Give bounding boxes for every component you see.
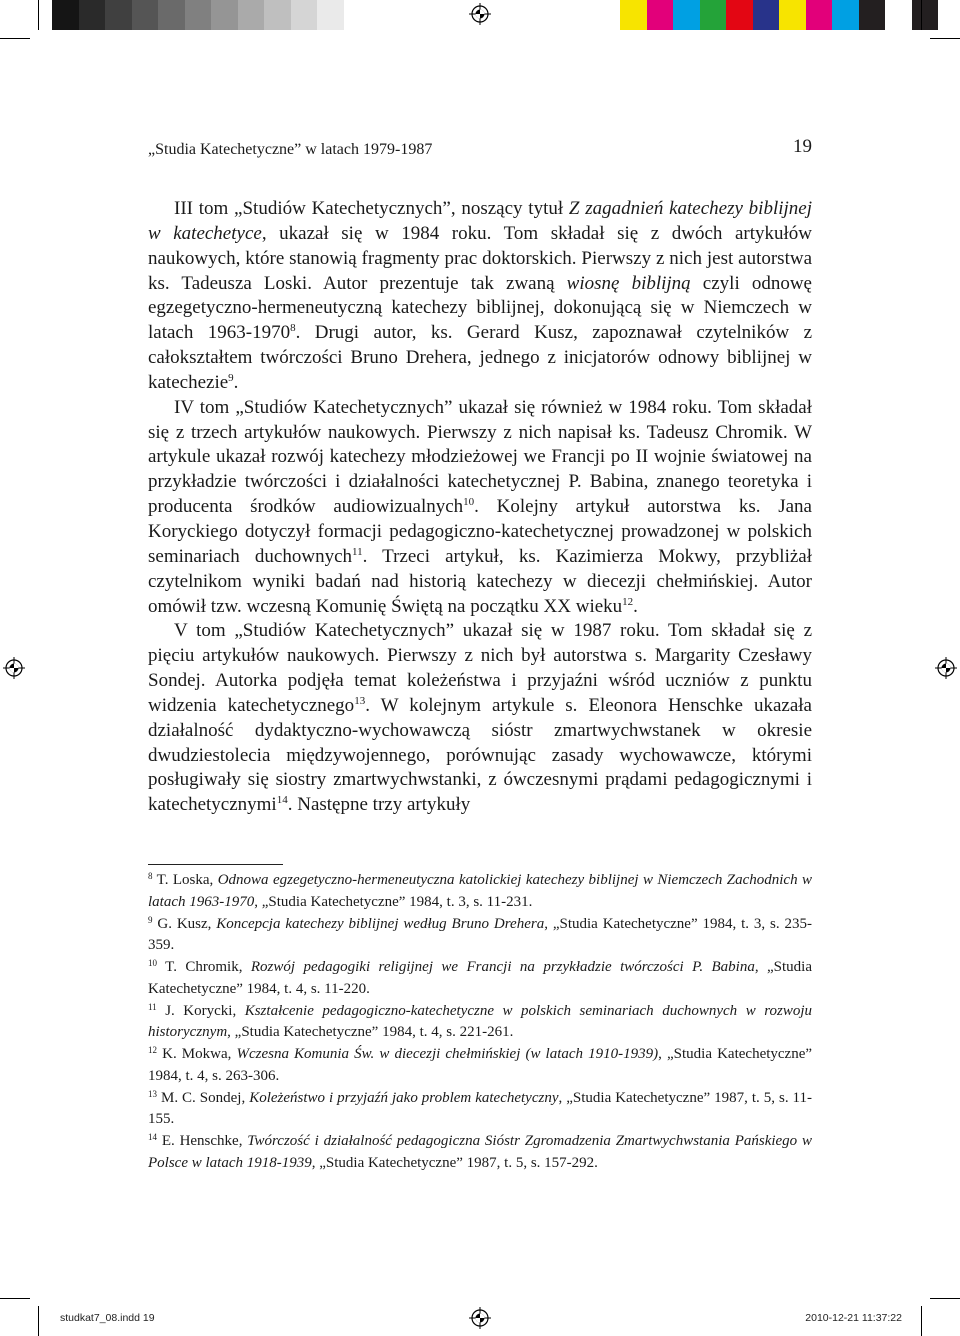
color-swatch [806, 0, 833, 30]
footnote-title: Odnowa egzegetyczno-hermeneutyczna katolickiej katechezy biblijnej w Niemczech Zachodnich w latach 1963-1970 [148, 872, 813, 910]
footnote-number: 9 [148, 914, 153, 925]
color-swatch [211, 0, 238, 30]
paragraph [148, 197, 812, 396]
color-swatch [238, 0, 265, 30]
color-swatch [673, 0, 700, 30]
registration-mark-icon [469, 3, 491, 25]
cmyk-color-bar [620, 0, 938, 30]
color-swatch [79, 0, 106, 30]
text-run: III tom „Studiów Katechetycznych”, noszący tytuł [174, 198, 569, 219]
footnote-source: , „Studia Katechetyczne” 1984, t. 4, s. 11-220. [148, 959, 813, 997]
color-swatch [291, 0, 318, 30]
running-header [148, 138, 812, 162]
crop-mark [38, 1306, 39, 1336]
text-run: . W kolejnym artykule s. Eleonora Henschke ukazała działalność dydaktyczno-wychowawczą sióstr zmartwychwstanek w okresie dwudziestolecia międzywojennego, porównując zasady wychowawcze, którymi posługiwały się siostry zmartwychwstanki, z ówczesnymi prądami pedagogicznymi i katechetycznymi [148, 694, 812, 816]
footnote-number: 8 [148, 871, 153, 881]
slug-filename: studkat7_08.indd 19 [60, 1312, 155, 1324]
color-swatch [779, 0, 806, 30]
footnote-author: J. Korycki, [165, 1002, 245, 1019]
italic-term: wiosnę biblijną [566, 272, 691, 294]
grayscale-color-bar [52, 0, 344, 30]
footnote-author: T. Loska, [156, 872, 218, 888]
text-run: . Następne trzy artykuły [287, 794, 471, 816]
color-swatch [620, 0, 647, 30]
color-swatch [753, 0, 780, 30]
footnote [148, 1044, 812, 1087]
text-run: . [633, 595, 638, 617]
footnote-number: 12 [148, 1045, 157, 1055]
crop-mark [921, 1306, 922, 1336]
footnote-author: E. Henschke, [161, 1133, 248, 1149]
footnote [148, 1088, 812, 1131]
text-run: , ukazał się w 1984 roku. Tom składał się z dwóch artykułów naukowych, które stanowią fragmenty prac doktorskich. Pierwszy z nich jest autorstwa ks. Tadeusza Loski. Autor prezentuje tak zwaną [148, 222, 812, 294]
footnote-title: Koleżeństwo i przyjaźń jako problem katechetyczny [249, 1089, 559, 1106]
footnote-source: , „Studia Katechetyczne” 1984, t. 4, s. 263-306. [148, 1046, 813, 1084]
footnote [148, 1001, 812, 1044]
footnote-source: , „Studia Katechetyczne” 1984, t. 4, s. 221-261. [227, 1024, 514, 1040]
footnote-title: Twórczość i działalność pedagogiczna Sióstr Zgromadzenia Zmartwychwstania Pańskiego w Polsce w latach 1918-1939 [148, 1133, 813, 1171]
footnote-title: Rozwój pedagogiki religijnej we Francji na przykładzie twórczości P. Babina [250, 959, 755, 975]
footnote-ref[interactable]: 12 [622, 595, 634, 608]
color-swatch [132, 0, 159, 30]
footnote-author: M. C. Sondej, [160, 1089, 250, 1106]
footnote-ref[interactable]: 14 [276, 794, 288, 807]
footnote-ref[interactable]: 9 [228, 371, 234, 384]
color-swatch [859, 0, 886, 30]
crop-mark [0, 1298, 30, 1299]
text-run: . Kolejny artykuł autorstwa ks. Jana Koryckiego dotyczył formacji pedagogiczno-katechetycznej prowadzonej w polskich seminariach duchownych [148, 496, 812, 567]
color-swatch [885, 0, 912, 30]
slug-timestamp: 2010-12-21 11:37:22 [805, 1312, 902, 1324]
color-swatch [912, 0, 939, 30]
footnote-title: Koncepcja katechezy biblijnej według Bruno Drehera [216, 915, 545, 932]
color-swatch [185, 0, 212, 30]
crop-mark [921, 0, 922, 30]
footnote-number: 11 [148, 1001, 157, 1012]
italic-title: Z zagadnień katechezy biblijnej w katechetyce [148, 198, 812, 244]
registration-mark-icon [3, 657, 25, 679]
footnote-ref[interactable]: 8 [290, 322, 296, 335]
footnote-source: , „Studia Katechetyczne” 1987, t. 5, s. 11-155. [148, 1089, 812, 1127]
footnote-ref[interactable]: 10 [463, 496, 475, 509]
footnote-number: 10 [148, 958, 157, 968]
footnote-source: , „Studia Katechetyczne” 1984, t. 3, s. 11-231. [254, 893, 533, 910]
crop-mark [38, 0, 39, 30]
footnote-title: Wczesna Komunia Św. w diecezji chełmińskiej (w latach 1910-1939) [236, 1046, 659, 1062]
text-run: . Drugi autor, ks. Gerard Kusz, zapoznawał czytelników z całokształtem twórczości Bruno Drehera, jednego z inicjatorów odnowy biblijnej w katechezie [148, 322, 813, 393]
paragraph [148, 396, 812, 620]
crop-mark [0, 38, 30, 39]
footnote-ref[interactable]: 13 [354, 694, 366, 707]
color-swatch [647, 0, 674, 30]
footnote [148, 914, 812, 957]
text-run: . [233, 371, 239, 393]
running-title: „Studia Katechetyczne” w latach 1979-1987 [148, 141, 433, 158]
registration-mark-icon [935, 657, 957, 679]
crop-mark [930, 38, 960, 39]
footnote-title: Kształcenie pedagogiczno-katechetyczne w polskich seminariach duchownych w rozwoju historycznym [148, 1002, 812, 1040]
color-swatch [264, 0, 291, 30]
footnote [148, 957, 812, 1000]
footnotes [148, 870, 812, 1175]
color-swatch [726, 0, 753, 30]
footnote-ref[interactable]: 11 [352, 545, 363, 558]
registration-mark-icon [469, 1307, 491, 1329]
color-swatch [832, 0, 859, 30]
crop-mark [930, 1298, 960, 1299]
footnote-source: , „Studia Katechetyczne” 1984, t. 3, s. 235-359. [148, 915, 812, 953]
footnote-number: 14 [148, 1132, 157, 1142]
color-swatch [105, 0, 132, 30]
color-swatch [317, 0, 344, 30]
page-number: 19 [793, 136, 812, 157]
color-swatch [158, 0, 185, 30]
paragraph [148, 619, 812, 818]
footnote-number: 13 [148, 1088, 157, 1099]
footnote [148, 1131, 812, 1174]
text-run: . Trzeci artykuł, ks. Kazimierza Mokwy, przybliżał czytelnikom wyniki badań nad historią katechezy w diecezji chełmińskiej. Autor omówił tzw. wczesną Komunię Świętą na początku XX wieku [148, 545, 812, 617]
footnote-author: K. Mokwa, [162, 1046, 237, 1062]
footnote [148, 870, 812, 913]
color-swatch [700, 0, 727, 30]
color-swatch [52, 0, 79, 30]
footnote-source: , „Studia Katechetyczne” 1987, t. 5, s. 157-292. [311, 1154, 598, 1171]
text-run: V tom „Studiów Katechetycznych” ukazał się w 1987 roku. Tom składał się z pięciu artykułów naukowych. Pierwszy z nich był autorstwa s. Margarity Czesławy Sondej. Autorka podjęła temat koleżeństwa i przyjaźni wśród uczniów z punktu widzenia katechetycznego [148, 620, 812, 716]
footnote-author: T. Chromik, [165, 959, 251, 975]
body-text [148, 197, 812, 818]
text-run: IV tom „Studiów Katechetycznych” ukazał się również w 1984 roku. Tom składał się z trzech artykułów naukowych. Pierwszy z nich napisał ks. Tadeusz Chromik. W artykule ukazał rozwój katechezy młodzieżowej we Francji po II wojnie światowej na przykładzie twórczości i działalności katechetycznej P. Babina, znanego teoretyka i producenta środków audiowizualnych [148, 396, 812, 518]
text-run: czyli odnowę egzegetyczno-hermeneutyczną katechezy biblijnej, dokonującą się w Niemczech w latach 1963-1970 [148, 272, 812, 344]
footnote-separator [148, 864, 283, 865]
footnote-author: G. Kusz, [157, 915, 217, 932]
